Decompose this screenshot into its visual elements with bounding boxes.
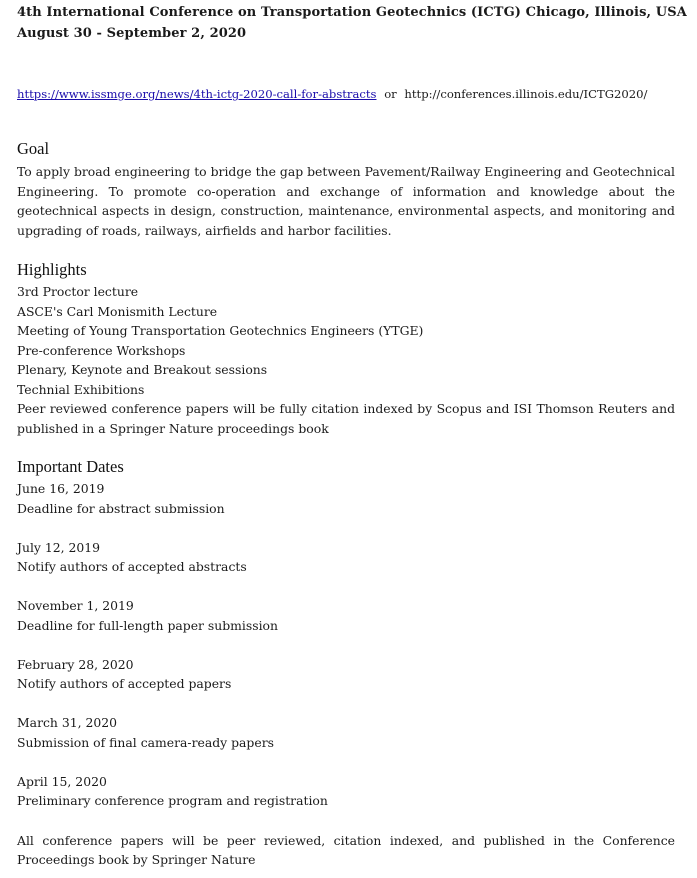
date-value: June 16, 2019 [17, 481, 105, 496]
date-entry [17, 713, 675, 752]
illinois-url-text: http://conferences.illinois.edu/ICTG2020/ [404, 87, 648, 101]
date-entry [17, 479, 675, 518]
link-separator: or [384, 87, 397, 101]
date-event: Submission of final camera-ready papers [17, 734, 274, 750]
date-value: November 1, 2019 [17, 598, 134, 613]
links-line [17, 85, 675, 104]
important-dates-list [17, 479, 675, 811]
date-entry [17, 538, 675, 577]
goal-text: To apply broad engineering to bridge the gap between Pavement/Railway Engineering and Geotechnical Engineering. To promote co-operation and exchange of information and knowledge about the geotechnical aspects in design, construction, maintenance, environmental aspects, and monitoring and upgrading of roads, railways, airfields and harbor facilities. [17, 164, 675, 238]
highlights-list [17, 282, 675, 438]
highlight-item: Plenary, Keynote and Breakout sessions [17, 362, 268, 377]
date-event: Notify authors of accepted papers [17, 676, 232, 691]
date-value: April 15, 2020 [17, 773, 107, 789]
closing-note: All conference papers will be peer reviewed, citation indexed, and published in the Conference Proceedings book by Springer Nature [17, 832, 675, 867]
highlight-item: 3rd Proctor lecture [17, 284, 139, 299]
date-value: July 12, 2019 [17, 539, 101, 555]
goal-heading: Goal [17, 139, 50, 158]
conference-dates: August 30 - September 2, 2020 [17, 26, 247, 41]
date-value: February 28, 2020 [17, 656, 134, 672]
important-dates-heading: Important Dates [17, 457, 124, 476]
date-event: Deadline for abstract submission [17, 500, 225, 516]
date-event: Preliminary conference program and registration [17, 793, 328, 808]
date-entry [17, 655, 675, 694]
conference-title: 4th International Conference on Transportation Geotechnics (ICTG) Chicago, Illinois, USA [17, 5, 687, 20]
date-event: Notify authors of accepted abstracts [17, 559, 247, 574]
date-entry [17, 772, 675, 811]
issmge-link[interactable]: https://www.issmge.org/news/4th-ictg-2020-call-for-abstracts [17, 87, 377, 101]
highlights-heading: Highlights [17, 260, 87, 279]
date-entry [17, 596, 675, 635]
highlight-item: Pre-conference Workshops [17, 342, 186, 358]
highlight-item: Peer reviewed conference papers will be fully citation indexed by Scopus and ISI Thomson Reuters and published in a Springer Nature proceedings book [17, 401, 675, 436]
highlight-item: Technial Exhibitions [17, 381, 145, 397]
highlight-item: Meeting of Young Transportation Geotechnics Engineers (YTGE) [17, 323, 424, 338]
date-value: March 31, 2020 [17, 715, 118, 730]
highlight-item: ASCE's Carl Monismith Lecture [17, 303, 218, 319]
date-event: Deadline for full-length paper submission [17, 617, 279, 633]
